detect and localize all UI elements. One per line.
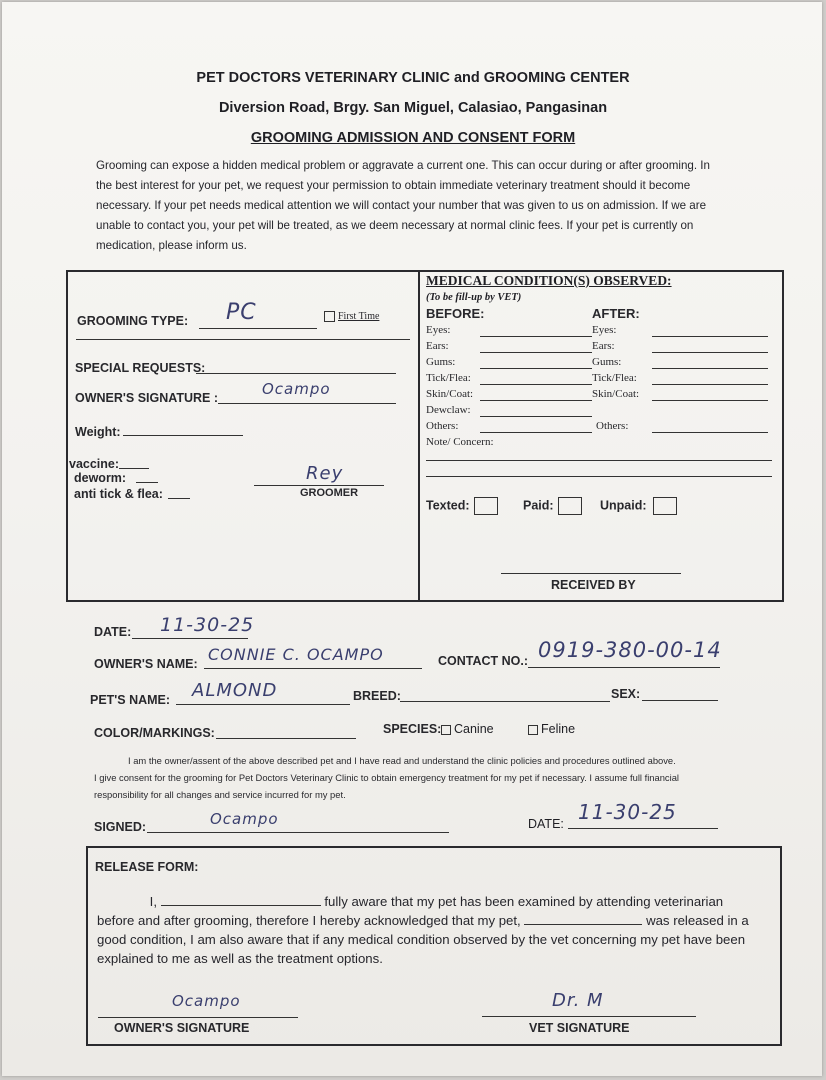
after-item-label: Tick/Flea: — [592, 372, 637, 384]
after-label: AFTER: — [592, 306, 640, 321]
signed-label: SIGNED: — [94, 820, 147, 834]
groomer-value[interactable]: Rey — [306, 463, 344, 484]
species-label: SPECIES: — [383, 722, 442, 736]
anti-tick-label: anti tick & flea: — [74, 487, 163, 501]
texted-checkbox[interactable]: Texted: — [426, 497, 498, 515]
release-owner-signature-value[interactable]: Ocampo — [172, 992, 241, 1010]
owner-signature-label: OWNER'S SIGNATURE : — [75, 391, 219, 405]
contact-value[interactable]: 0919-380-00-14 — [538, 638, 722, 662]
before-item-label: Tick/Flea: — [426, 372, 471, 384]
owner-signature-release-label: OWNER'S SIGNATURE — [114, 1021, 250, 1035]
after-item-label: Eyes: — [592, 324, 617, 336]
before-label: BEFORE: — [426, 306, 485, 321]
consent-date-value[interactable]: 11-30-25 — [578, 800, 677, 824]
after-item-label: Others: — [596, 420, 629, 432]
box-divider — [418, 272, 420, 600]
first-time-checkbox[interactable]: First Time — [324, 311, 379, 322]
pet-name-value[interactable]: ALMOND — [192, 680, 278, 701]
signed-value[interactable]: Ocampo — [210, 810, 279, 828]
owner-name-label: OWNER'S NAME: — [94, 657, 198, 671]
medical-title: MEDICAL CONDITION(S) OBSERVED: — [426, 273, 672, 288]
feline-option[interactable]: Feline — [528, 722, 575, 736]
sex-label: SEX: — [611, 687, 641, 701]
clinic-name: PET DOCTORS VETERINARY CLINIC and GROOMING CENTER — [196, 70, 630, 86]
after-item[interactable] — [596, 420, 628, 432]
before-item[interactable] — [426, 420, 458, 432]
after-item[interactable] — [592, 324, 616, 336]
grooming-type-label: GROOMING TYPE: — [77, 314, 189, 328]
paid-checkbox[interactable]: Paid: — [523, 497, 582, 515]
received-by-label: RECEIVED BY — [551, 578, 636, 592]
groomer-label: GROOMER — [300, 487, 359, 499]
note-label: Note/ Concern: — [426, 436, 494, 448]
consent-line-3: responsibility for all changes and service incurred for my pet. — [94, 789, 346, 800]
before-item-label: Gums: — [426, 356, 456, 368]
before-item[interactable] — [426, 324, 450, 336]
after-item[interactable] — [592, 372, 637, 384]
deworm-label: deworm: — [74, 471, 127, 485]
form-title: GROOMING ADMISSION AND CONSENT FORM — [250, 130, 576, 146]
after-item-label: Gums: — [592, 356, 622, 368]
release-line-3: good condition, I am also aware that if any medical condition observed by the vet concerning my pet have been — [97, 932, 746, 947]
consent-line-1: I am the owner/assent of the above described pet and I have read and understand the clinic policies and procedures outlined above. — [128, 755, 676, 766]
before-item-label: Eyes: — [426, 324, 451, 336]
before-item[interactable] — [426, 356, 455, 368]
before-item-label: Skin/Coat: — [426, 388, 474, 400]
release-line-4: explained to me as well as the treatment options. — [97, 951, 383, 966]
special-requests-label: SPECIAL REQUESTS: — [75, 361, 206, 375]
before-item-label: Dewclaw: — [426, 404, 471, 416]
date-value[interactable]: 11-30-25 — [160, 614, 255, 636]
vet-signature-value[interactable]: Dr. M — [552, 990, 604, 1011]
before-item[interactable] — [426, 388, 473, 400]
weight-label: Weight: — [75, 425, 121, 439]
release-line-1: I, fully aware that my pet has been examined by attending veterinarian — [149, 894, 724, 909]
breed-label: BREED: — [353, 689, 401, 703]
clinic-address: Diversion Road, Brgy. San Miguel, Calasiao, Pangasinan — [218, 100, 608, 116]
after-item[interactable] — [592, 356, 621, 368]
medical-subtitle: (To be fill-up by VET) — [426, 292, 522, 303]
grooming-type-value[interactable]: PC — [226, 300, 257, 325]
after-item-label: Skin/Coat: — [592, 388, 640, 400]
owner-signature-value[interactable]: Ocampo — [262, 380, 331, 398]
pet-name-label: PET'S NAME: — [90, 693, 171, 707]
before-item[interactable] — [426, 340, 449, 352]
after-item[interactable] — [592, 388, 639, 400]
owner-name-value[interactable]: CONNIE C. OCAMPO — [208, 645, 384, 664]
before-item-label: Others: — [426, 420, 459, 432]
canine-option[interactable]: Canine — [441, 722, 494, 736]
contact-label: CONTACT NO.: — [438, 654, 529, 668]
before-item-label: Ears: — [426, 340, 449, 352]
after-item-label: Ears: — [592, 340, 615, 352]
intro-paragraph: Grooming can expose a hidden medical problem or aggravate a current one. This can occur during or after grooming. In the best interest for your pet, we request your permission to obtain immediate veterinary treatment should it become necessary. If your pet needs medical attention we will contact your number that was given to us on admission. If we are unable to contact you, your pet will be treated, as we deem necessary at normal clinic fees. If your pet is currently on medication, please inform us. — [96, 159, 710, 252]
after-item[interactable] — [592, 340, 615, 352]
date-label: DATE: — [94, 625, 132, 639]
release-title: RELEASE FORM: — [95, 860, 199, 874]
consent-line-2: I give consent for the grooming for Pet Doctors Veterinary Clinic to obtain emergency treatment for my pet if necessary. I assume full financial — [94, 772, 679, 783]
before-item[interactable] — [426, 404, 471, 416]
vet-signature-label: VET SIGNATURE — [529, 1021, 630, 1035]
before-item[interactable] — [426, 372, 471, 384]
color-label: COLOR/MARKINGS: — [94, 726, 215, 740]
unpaid-checkbox[interactable]: Unpaid: — [600, 497, 677, 515]
release-line-2: before and after grooming, therefore I hereby acknowledged that my pet, was released in a — [97, 913, 749, 928]
consent-date-label: DATE: — [528, 817, 564, 831]
vaccine-label: vaccine: — [69, 457, 120, 471]
